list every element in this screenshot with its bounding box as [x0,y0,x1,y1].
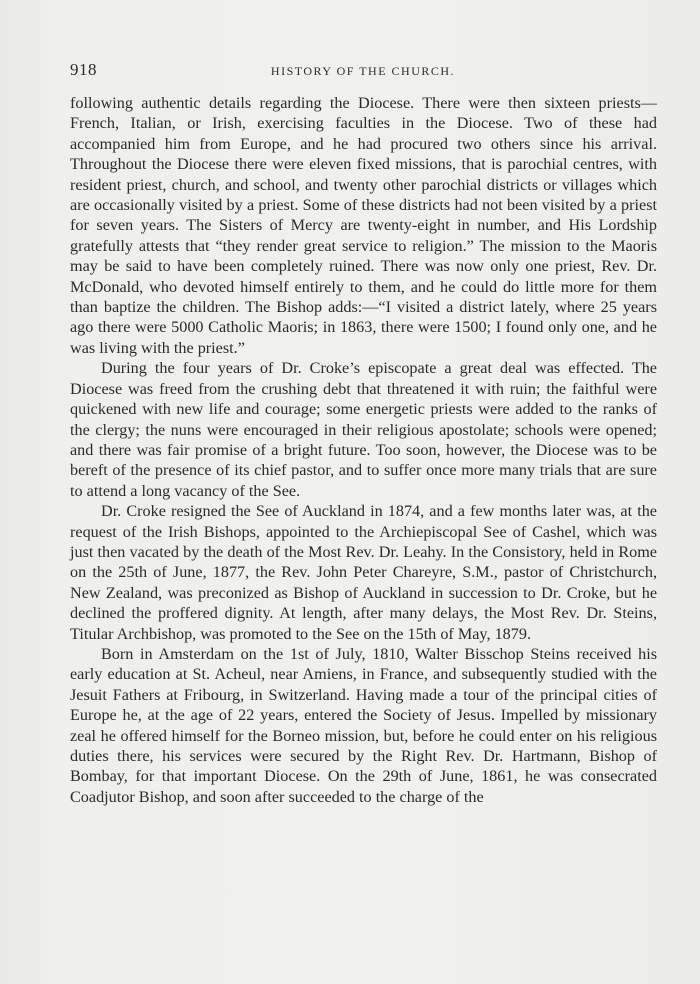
body-text [70,93,657,807]
page-header [70,60,656,82]
paragraph-croke-resignation: Dr. Croke resigned the See of Auckland in 1874, and a few months later was, at the request of the Irish Bishops, appointed to the Archiepiscopal See of Cashel, which was just then vacated by the death of the Most Rev. Dr. Leahy. In the Consistory, held in Rome on the 25th of June, 1877, the Rev. John Peter Chareyre, S.M., pastor of Christchurch, New Zealand, was preconized as Bishop of Auckland in succession to Dr. Croke, but he declined the proffered dignity. At length, after many delays, the Most Rev. Dr. Steins, Titular Archbishop, was promoted to the See on the 15th of May, 1879. [70,502,657,643]
paragraph-steins-biography: Born in Amsterdam on the 1st of July, 1810, Walter Bisschop Steins received his early education at St. Acheul, near Amiens, in France, and subsequently studied with the Jesuit Fathers at Fribourg, in Switzerland. Having made a tour of the principal cities of Europe he, at the age of 22 years, entered the Society of Jesus. Impelled by missionary zeal he offered himself for the Borneo mission, but, before he could enter on his religious duties there, his services were secured by the Right Rev. Dr. Hartmann, Bishop of Bombay, for that important Diocese. On the 29th of June, 1861, he was consecrated Coadjutor Bishop, and soon after succeeded to the charge of the [70,644,657,806]
paragraph-continued: following authentic details regarding the Diocese. There were then sixteen priests—French, Italian, or Irish, exercising faculties in the Diocese. Two of these had accompanied him from Europe, and he had procured two others since his arrival. Throughout the Diocese there were eleven fixed missions, that is parochial centres, with resident priest, church, and school, and twenty other parochial districts or villages which are occasionally visited by a priest. Some of these districts had not been visited by a priest for seven years. The Sisters of Mercy are twenty-eight in number, and His Lordship gratefully attests that “they render great service to religion.” The mission to the Maoris may be said to have been completely ruined. There was now only one priest, Rev. Dr. McDonald, who devoted himself entirely to them, and he could do little more for them than baptize the children. The Bishop adds:—“I visited a district lately, where 25 years ago there were 5000 Catholic Maoris; in 1863, there were 1500; I found only one, and he was living with the priest.” [70,94,657,357]
running-title: HISTORY OF THE CHURCH. [270,64,456,78]
paragraph-croke-episcopate: During the four years of Dr. Croke’s episcopate a great deal was effected. The Diocese was freed from the crushing debt that threatened it with ruin; the faithful were quickened with new life and courage; some energetic priests were added to the ranks of the clergy; the nuns were encouraged in their religious apostolate; schools were opened; and there was fair promise of a bright future. Too soon, however, the Diocese was to be bereft of the presence of its chief pastor, and to suffer once more many trials that are sure to attend a long vacancy of the See. [70,359,657,500]
page-number: 918 [70,60,97,79]
